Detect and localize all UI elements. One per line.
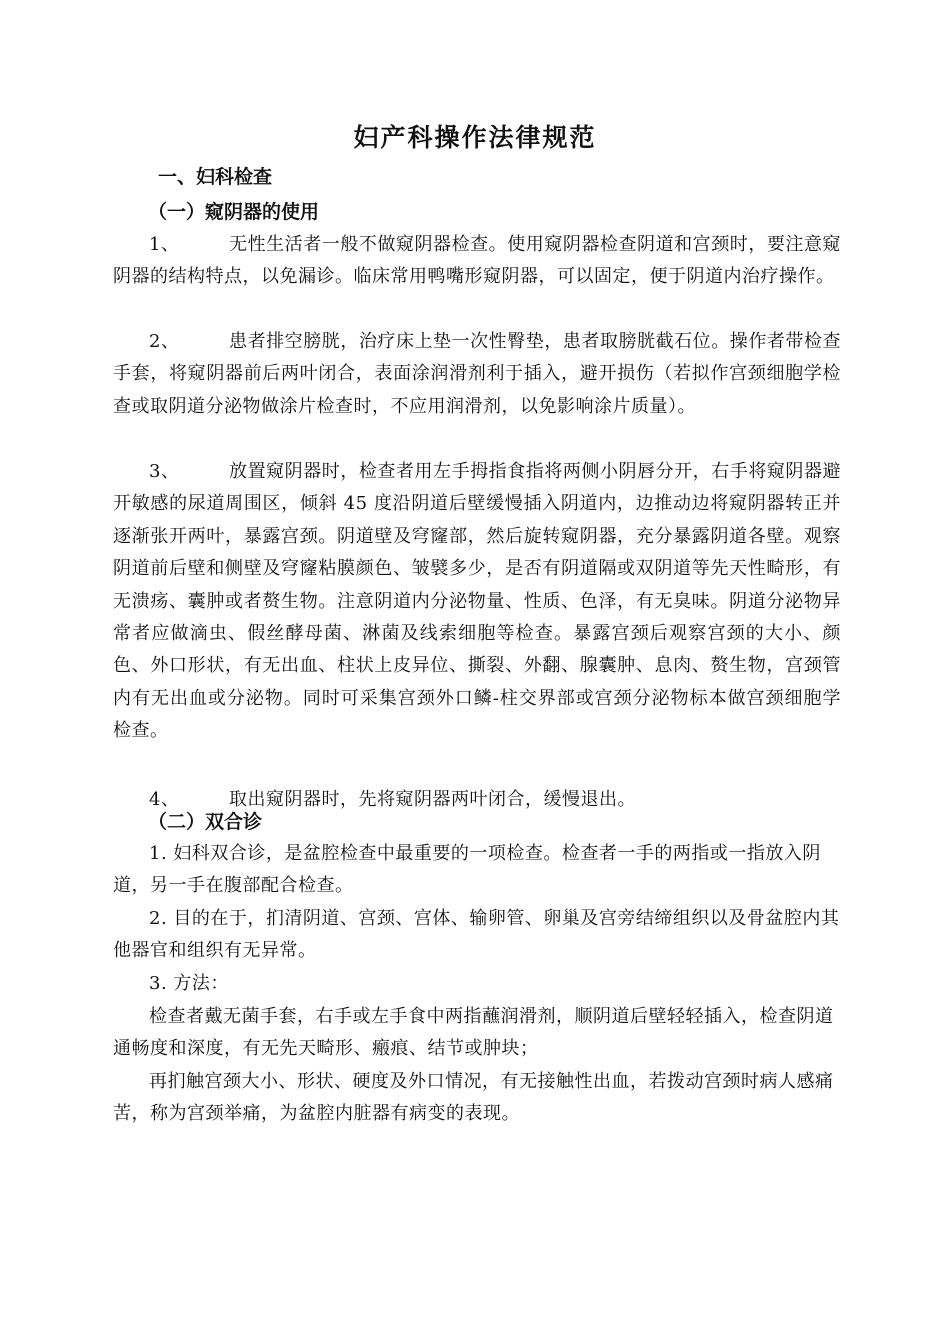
item-number: 3、 xyxy=(149,461,180,482)
item-number: 1、 xyxy=(149,234,180,255)
bimanual-paragraph-2: 2. 目的在于，扪清阴道、宫颈、宫体、输卵管、卵巢及宫旁结缔组织以及骨盆腔内其他器官和组织有无异常。 xyxy=(113,908,840,962)
item-number: 2、 xyxy=(149,331,180,352)
bimanual-paragraph-1: 1. 妇科双合诊，是盆腔检查中最重要的一项检查。检查者一手的两指或一指放入阴道，另一手在腹部配合检查。 xyxy=(113,843,821,897)
speculum-item-2 xyxy=(113,326,841,423)
item-text: 无性生活者一般不做窥阴器检查。使用窥阴器检查阴道和宫颈时，要注意窥阴器的结构特点，以免漏诊。临床常用鸭嘴形窥阴器，可以固定，便于阴道内治疗操作。 xyxy=(113,234,841,288)
item-text: 放置窥阴器时，检查者用左手拇指食指将两侧小阴唇分开，右手将窥阴器避开敏感的尿道周围区，倾斜 45 度沿阴道后壁缓慢插入阴道内，边推动边将窥阴器转正并逐渐张开两叶，暴露宫颈。阴道壁及穹窿部，然后旋转窥阴器，充分暴露阴道各壁。观察阴道前后壁和侧壁及穹窿粘膜颜色、皱襞多少，是否有阴道隔或双阴道等先天性畸形，有无溃疡、囊肿或者赘生物。注意阴道内分泌物量、性质、色泽，有无臭味。阴道分泌物异常者应做滴虫、假丝酵母菌、淋菌及线索细胞等检查。暴露宫颈后观察宫颈的大小、颜色、外口形状，有无出血、柱状上皮异位、撕裂、外翻、腺囊肿、息肉、赘生物，宫颈管内有无出血或分泌物。同时可采集宫颈外口鳞-柱交界部或宫颈分泌物标本做宫颈细胞学检查。 xyxy=(113,461,841,742)
item-text: 患者排空膀胱，治疗床上垫一次性臀垫，患者取膀胱截石位。操作者带检查手套，将窥阴器前后两叶闭合，表面涂润滑剂利于插入，避开损伤（若拟作宫颈细胞学检查或取阴道分泌物做涂片检查时，不应用润滑剂，以免影响涂片质量）。 xyxy=(113,331,841,417)
speculum-item-1 xyxy=(113,229,841,294)
bimanual-paragraph-3: 3. 方法： xyxy=(149,973,229,994)
item-text: 取出窥阴器时，先将窥阴器两叶闭合，缓慢退出。 xyxy=(229,789,636,810)
subsection-heading-speculum: （一）窥阴器的使用 xyxy=(148,201,320,223)
bimanual-paragraph-5: 再扪触宫颈大小、形状、硬度及外口情况，有无接触性出血，若拨动宫颈时病人感痛苦，称为宫颈举痛，为盆腔内脏器有病变的表现。 xyxy=(113,1071,834,1125)
document-title: 妇产科操作法律规范 xyxy=(353,123,597,152)
bimanual-paragraph-4: 检查者戴无菌手套，右手或左手食中两指蘸润滑剂，顺阴道后壁轻轻插入，检查阴道通畅度和深度，有无先天畸形、瘢痕、结节或肿块； xyxy=(113,1006,834,1060)
speculum-item-3 xyxy=(113,456,841,748)
section-heading-gyn-exam: 一、妇科检查 xyxy=(158,166,273,188)
subsection-heading-bimanual: （二）双合诊 xyxy=(148,811,263,833)
item-number: 4、 xyxy=(149,789,180,810)
